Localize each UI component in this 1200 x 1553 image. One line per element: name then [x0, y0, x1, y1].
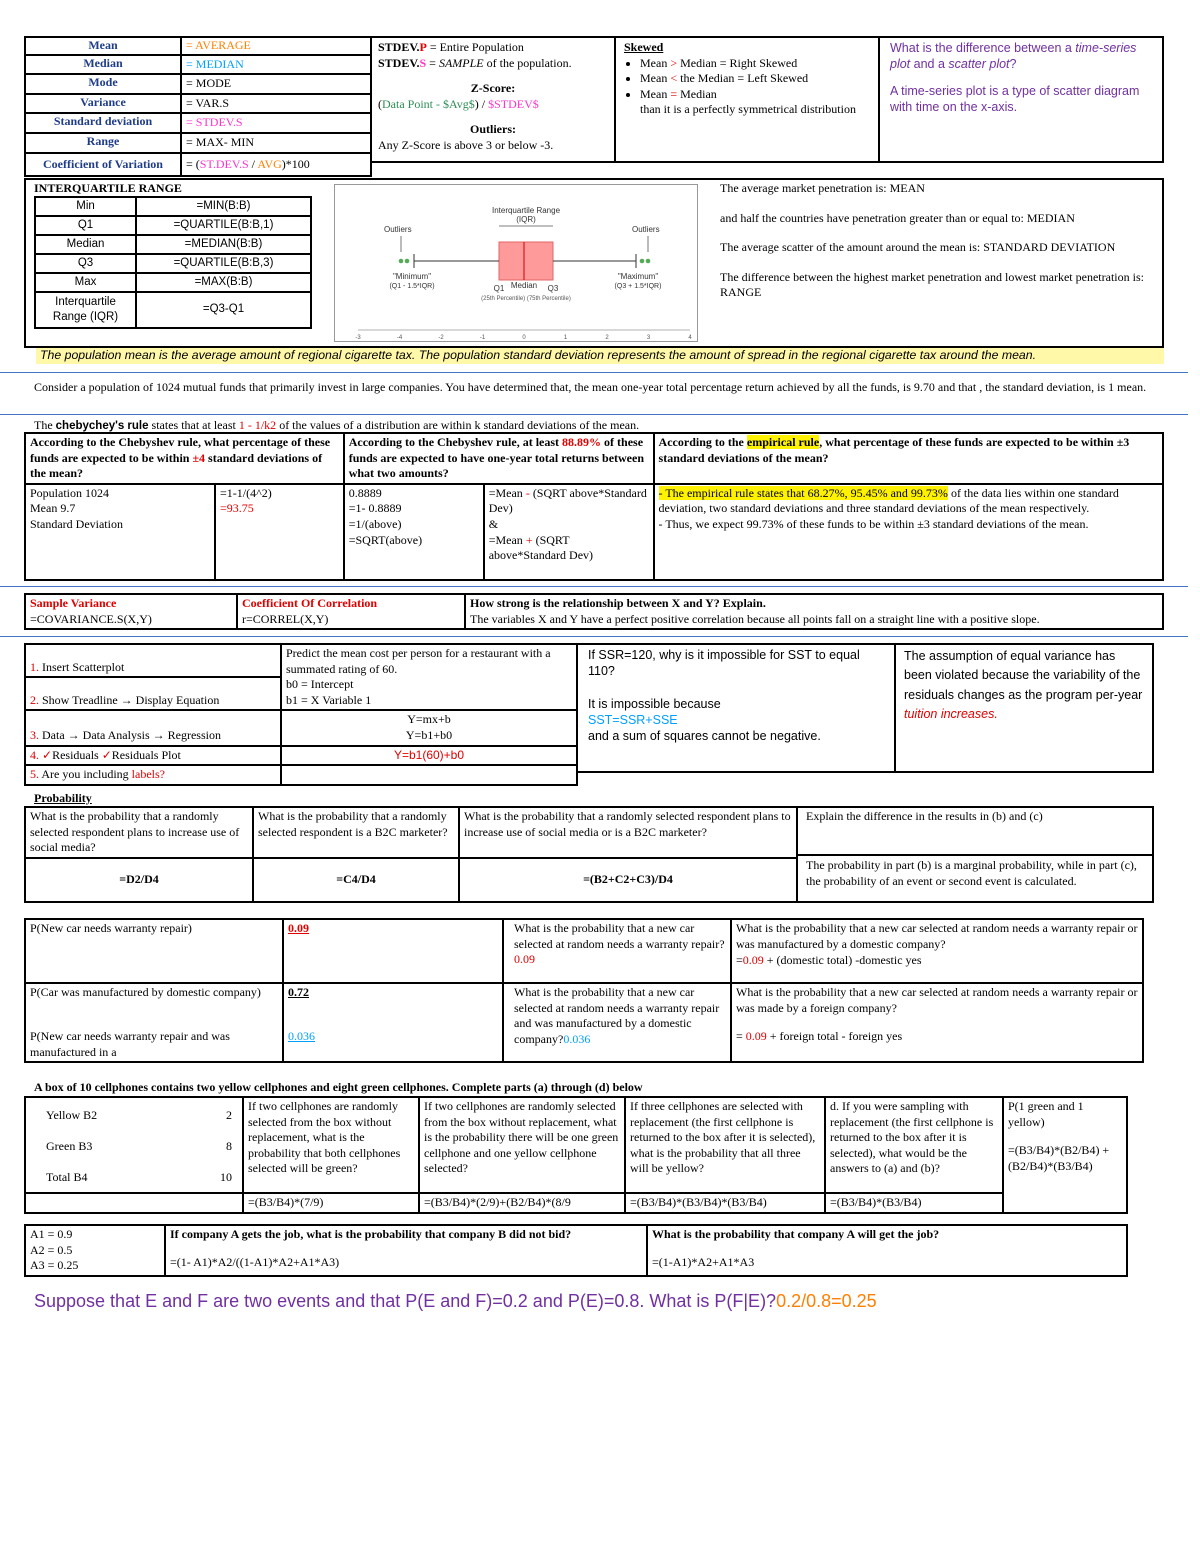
cellphone-question-b: If two cellphones are randomly selected from the box without replacement, what is the probability there will be one green cellphone and one yellow cellphone selected?	[419, 1097, 625, 1193]
stdev-zscore-box	[372, 36, 616, 163]
stat-formula-cv: = (ST.DEV.S / AVG)*100	[186, 156, 310, 171]
probability-table	[24, 806, 1154, 903]
zscore-title: Z-Score:	[470, 81, 516, 96]
company-bid-table	[24, 1224, 1128, 1277]
correlation-cell: Coefficient Of Correlation r=CORREL(X,Y)	[237, 594, 465, 629]
boxplot-min-label: "Minimum"	[392, 272, 432, 281]
market-mean-line: The average market penetration is: MEAN	[720, 181, 925, 195]
skewed-box	[616, 36, 880, 163]
regression-step: 3. Data → Data Analysis → Regression	[25, 710, 281, 745]
timeseries-box	[880, 36, 1164, 163]
stdev-s-line: STDEV.S = SAMPLE of the population.	[378, 55, 572, 70]
iqr-title: INTERQUARTILE RANGE	[34, 181, 182, 195]
warranty-value: 0.09	[283, 919, 503, 983]
stat-label-variance: Variance	[80, 94, 126, 109]
final-question: Suppose that E and F are two events and that P(E and F)=0.2 and P(E)=0.8. What is P(F|E)?0.2/0.8=0.25	[34, 1291, 877, 1311]
cheb-bounds-cell: =Mean - (SQRT above*Standard Dev) & =Mean + (SQRT above*Standard Dev)	[484, 484, 654, 580]
chebyshev-intro: The chebychey's rule states that at least 1 - 1/k2 of the values of a distribution are within k standard deviations of the mean.	[34, 418, 640, 432]
ssr-answer-2: SST=SSR+SSE	[588, 712, 678, 727]
boxplot-axis-tick: -4	[396, 335, 403, 341]
iqr-formula: =Q3-Q1	[136, 292, 311, 328]
warranty-table	[24, 918, 1144, 1063]
boxplot-diagram	[334, 184, 698, 342]
prob-question-b: What is the probability that a randomly selected respondent is a B2C marketer?	[253, 807, 459, 858]
cellphone-counts: Yellow B2 2 Green B3 8 Total B4 10	[25, 1097, 243, 1193]
skewed-extra: than it is a perfectly symmetrical distribution	[640, 102, 856, 117]
relationship-cell: How strong is the relationship between X and Y? Explain. The variables X and Y have a perfect positive correlation because all points fall on a straight line with a positive slope.	[465, 594, 1163, 629]
market-penetration-notes	[720, 181, 1156, 301]
prob-answer-c: =(B2+C2+C3)/D4	[459, 858, 797, 902]
regression-step: 5. Are you including labels?	[25, 765, 281, 785]
boxplot-outliers-right: Outliers	[632, 225, 660, 234]
ssr-sst-box	[578, 643, 896, 773]
prob-explain-cell: Explain the difference in the results in (b) and (c) The probability in part (b) is a marginal probability, while in part (c), the probability of an event or second event is calculated.	[797, 807, 1153, 902]
market-stdev-line: The average scatter of the amount around the mean is: STANDARD DEVIATION	[720, 240, 1116, 255]
regression-steps-table	[24, 643, 578, 786]
cellphone-question-c: If three cellphones are selected with replacement (the first cellphone is returned to the box after it is selected), what is the probability that all three will be yellow?	[625, 1097, 825, 1193]
boxplot-axis-tick: 2	[605, 335, 609, 341]
boxplot-outliers-left: Outliers	[384, 225, 412, 234]
divider-line	[0, 372, 1188, 373]
outliers-title: Outliers:	[470, 122, 516, 137]
probability-title: Probability	[34, 791, 92, 805]
correlation-table	[24, 593, 1164, 630]
ssr-answer-3: and a sum of squares cannot be negative.	[588, 729, 821, 743]
warranty-value: 0.72 0.036	[283, 983, 503, 1062]
stat-label-range: Range	[86, 133, 120, 148]
boxplot-outlier-point	[399, 259, 404, 264]
boxplot-axis-tick: 3	[646, 335, 651, 341]
mutual-funds-text: Consider a population of 1024 mutual funds that primarily invest in large companies. You have determined that, the mean one-year total percentage return achieved by all the funds, is 9.70 and that , the standard deviation, is 1 mean.	[34, 380, 1147, 394]
cellphone-answer-c: =(B3/B4)*(B3/B4)*(B3/B4)	[625, 1193, 825, 1213]
divider-line	[0, 414, 1188, 415]
ssr-answer-1: It is impossible because	[588, 696, 721, 711]
skewed-title: Skewed	[624, 40, 664, 54]
boxplot-min-sub: (Q1 - 1.5*IQR)	[389, 283, 435, 290]
cellphone-question-d: d. If you were sampling with replacement (the first cellphone is returned to the box after it is selected), what would be the answers to (a) and (b)?	[825, 1097, 1003, 1193]
stat-label-mean: Mean	[88, 38, 118, 52]
cellphones-title: A box of 10 cellphones contains two yellow cellphones and eight green cellphones. Complete parts (a) through (d) below	[34, 1080, 643, 1094]
boxplot-median-label: Median	[510, 281, 538, 290]
regression-step: 4. ✓Residuals ✓Residuals Plot	[25, 746, 281, 766]
market-median-line: and half the countries have penetration greater than or equal to: MEDIAN	[720, 210, 1075, 225]
iqr-label: Median	[35, 235, 136, 254]
cheb-header-1: According to the Chebyshev rule, what percentage of these funds are expected to be within ±4 standard deviations of the mean?	[25, 433, 344, 484]
stats-formula-table	[24, 36, 372, 177]
cheb-empirical-cell: - The empirical rule states that 68.27%, 95.45% and 99.73% of the data lies within one standard deviation, two standard deviations and three standard deviations of the mean respectively. - Thus, we expect 99.73% of these funds to be within ±3 standard deviations of the mean.	[654, 484, 1163, 580]
boxplot-axis-tick: 1	[563, 335, 568, 341]
cellphones-table	[24, 1096, 1128, 1214]
iqr-label: Q3	[35, 254, 136, 273]
cellphone-answer-a: =(B3/B4)*(7/9)	[243, 1193, 419, 1213]
boxplot-iqr-sub: (IQR)	[516, 215, 536, 224]
boxplot-q3-label: Q3	[547, 284, 559, 293]
stdev-p-line: STDEV.P = Entire Population	[378, 40, 524, 54]
warranty-or-domestic: What is the probability that a new car selected at random needs a warranty repair or was manufactured by a domestic company? =0.09 + (domestic total) -domestic yes	[731, 919, 1143, 983]
ssr-question: If SSR=120, why is it impossible for SST to equal 110?	[588, 648, 860, 679]
skewed-list	[624, 56, 870, 103]
market-range-line: The difference between the highest market penetration and lowest market penetration is: RANGE	[720, 269, 1144, 300]
warranty-label: P(Car was manufactured by domestic company) P(New car needs warranty repair and was manufactured in a	[25, 983, 283, 1062]
warranty-question: What is the probability that a new car selected at random needs a warranty repair and was manufactured by a domestic company?0.036	[503, 983, 731, 1062]
stat-formula-stdev: = STDEV.S	[186, 115, 243, 130]
boxplot-q1-label: Q1	[493, 284, 505, 293]
boxplot-outlier-point	[405, 259, 410, 264]
cheb-population-cell: Population 1024 Mean 9.7 Standard Deviation	[25, 484, 215, 580]
stat-label-median: Median	[83, 55, 123, 70]
prob-answer-b: =C4/D4	[253, 858, 459, 902]
timeseries-answer: A time-series plot is a type of scatter diagram with time on the x-axis.	[890, 83, 1140, 114]
cellphone-green-yellow: P(1 green and 1 yellow) =(B3/B4)*(B2/B4) +(B2/B4)*(B3/B4)	[1003, 1097, 1127, 1213]
iqr-label: Min	[35, 197, 136, 216]
population-note: The population mean is the average amount of regional cigarette tax. The population standard deviation represents the amount of spread in the regional cigarette tax around the mean.	[36, 348, 1164, 364]
cheb-calc-cell: 0.8889 =1- 0.8889 =1/(above) =SQRT(above)	[344, 484, 484, 580]
skewed-item: • Mean > Median = Right Skewed	[640, 56, 870, 72]
stat-label-mode: Mode	[88, 75, 118, 90]
prob-question-c: What is the probability that a randomly selected respondent plans to increase use of social media or is a B2C marketer?	[459, 807, 797, 858]
boxplot-max-sub: (Q3 + 1.5*IQR)	[614, 283, 662, 290]
iqr-formula: =MAX(B:B)	[136, 273, 311, 292]
iqr-label: Interquartile Range (IQR)	[35, 292, 136, 328]
zscore-formula: (Data Point - $Avg$) / $STDEV$	[378, 96, 539, 111]
regression-prediction: Y=b1(60)+b0	[281, 746, 577, 766]
boxplot-axis-tick: 0	[522, 335, 526, 341]
divider-line	[0, 586, 1188, 587]
prob-answer-a: =D2/D4	[25, 858, 253, 902]
boxplot-percentile-sub: (25th Percentile) (75th Percentile)	[481, 296, 571, 302]
divider-line	[0, 636, 1188, 637]
company-b-question: If company A gets the job, what is the probability that company B did not bid? =(1- A1)*A2/((1-A1)*A2+A1*A3)	[165, 1225, 647, 1276]
iqr-formula: =MIN(B:B)	[136, 197, 311, 216]
boxplot-axis-tick: -2	[438, 335, 444, 341]
skewed-item: • Mean < the Median = Left Skewed	[640, 71, 870, 87]
stat-formula-variance: = VAR.S	[186, 95, 230, 110]
cheb-header-2: According to the Chebyshev rule, at least 88.89% of these funds are expected to have one-year total returns between what two amounts?	[344, 433, 654, 484]
boxplot-outlier-point	[646, 259, 651, 264]
regression-step: 2. Show Treadline → Display Equation	[25, 677, 281, 710]
stat-label-stdev: Standard deviation	[53, 114, 153, 129]
stat-formula-mode: = MODE	[186, 76, 232, 91]
stat-label-cv: Coefficient of Variation	[43, 156, 163, 171]
iqr-formula: =QUARTILE(B:B,1)	[136, 216, 311, 235]
iqr-label: Max	[35, 273, 136, 292]
regression-step: 1. Insert Scatterplot	[25, 644, 281, 677]
warranty-label: P(New car needs warranty repair)	[25, 919, 283, 983]
boxplot-iqr-label: Interquartile Range	[491, 206, 561, 215]
equal-variance-box: The assumption of equal variance has been violated because the variability of the residuals changes as the program per-year tuition increases.	[896, 643, 1154, 773]
company-a-question: What is the probability that company A will get the job? =(1-A1)*A2+A1*A3	[647, 1225, 1127, 1276]
iqr-formula: =MEDIAN(B:B)	[136, 235, 311, 254]
boxplot-box	[499, 242, 553, 280]
regression-equation-cell: Y=mx+b Y=b1+b0	[281, 710, 577, 745]
stat-formula-range: = MAX- MIN	[186, 134, 255, 149]
sample-variance-cell: Sample Variance =COVARIANCE.S(X,Y)	[25, 594, 237, 629]
iqr-label: Q1	[35, 216, 136, 235]
regression-predict-cell: Predict the mean cost per person for a restaurant with a summated rating of 60. b0 = Intercept b1 = X Variable 1	[281, 644, 577, 710]
boxplot-outlier-point	[640, 259, 645, 264]
stat-formula-mean: = AVERAGE	[186, 38, 251, 52]
warranty-question: What is the probability that a new car selected at random needs a warranty repair?0.09	[503, 919, 731, 983]
stat-formula-median: = MEDIAN	[186, 56, 244, 71]
cheb-header-3: According to the empirical rule, what percentage of these funds are expected to be within ±3 standard deviations of the mean?	[654, 433, 1163, 484]
chebyshev-table	[24, 432, 1164, 581]
boxplot-max-label: "Maximum"	[617, 272, 659, 281]
iqr-formula: =QUARTILE(B:B,3)	[136, 254, 311, 273]
outliers-text: Any Z-Score is above 3 or below -3.	[378, 137, 554, 152]
cellphone-answer-b: =(B3/B4)*(2/9)+(B2/B4)*(8/9	[419, 1193, 625, 1213]
company-probabilities: A1 = 0.9 A2 = 0.5 A3 = 0.25	[25, 1225, 165, 1276]
warranty-or-foreign: What is the probability that a new car selected at random needs a warranty repair or was made by a foreign company? = 0.09 + foreign total - foreign yes	[731, 983, 1143, 1062]
boxplot-axis-tick: -3	[355, 335, 361, 341]
cellphone-question-a: If two cellphones are randomly selected from the box without replacement, what is the probability that both cellphones selected will be green?	[243, 1097, 419, 1193]
timeseries-question: What is the difference between a time-series plot and a scatter plot?	[890, 41, 1137, 72]
cellphone-answer-d: =(B3/B4)*(B3/B4)	[825, 1193, 1003, 1213]
iqr-table	[34, 196, 312, 329]
cheb-formula-cell: =1-1/(4^2) =93.75	[215, 484, 344, 580]
boxplot-axis-tick: -1	[479, 335, 486, 341]
boxplot-axis-tick: 4	[688, 335, 692, 341]
prob-question-a: What is the probability that a randomly selected respondent plans to increase use of social media?	[25, 807, 253, 858]
skewed-item: • Mean = Median	[640, 87, 870, 103]
